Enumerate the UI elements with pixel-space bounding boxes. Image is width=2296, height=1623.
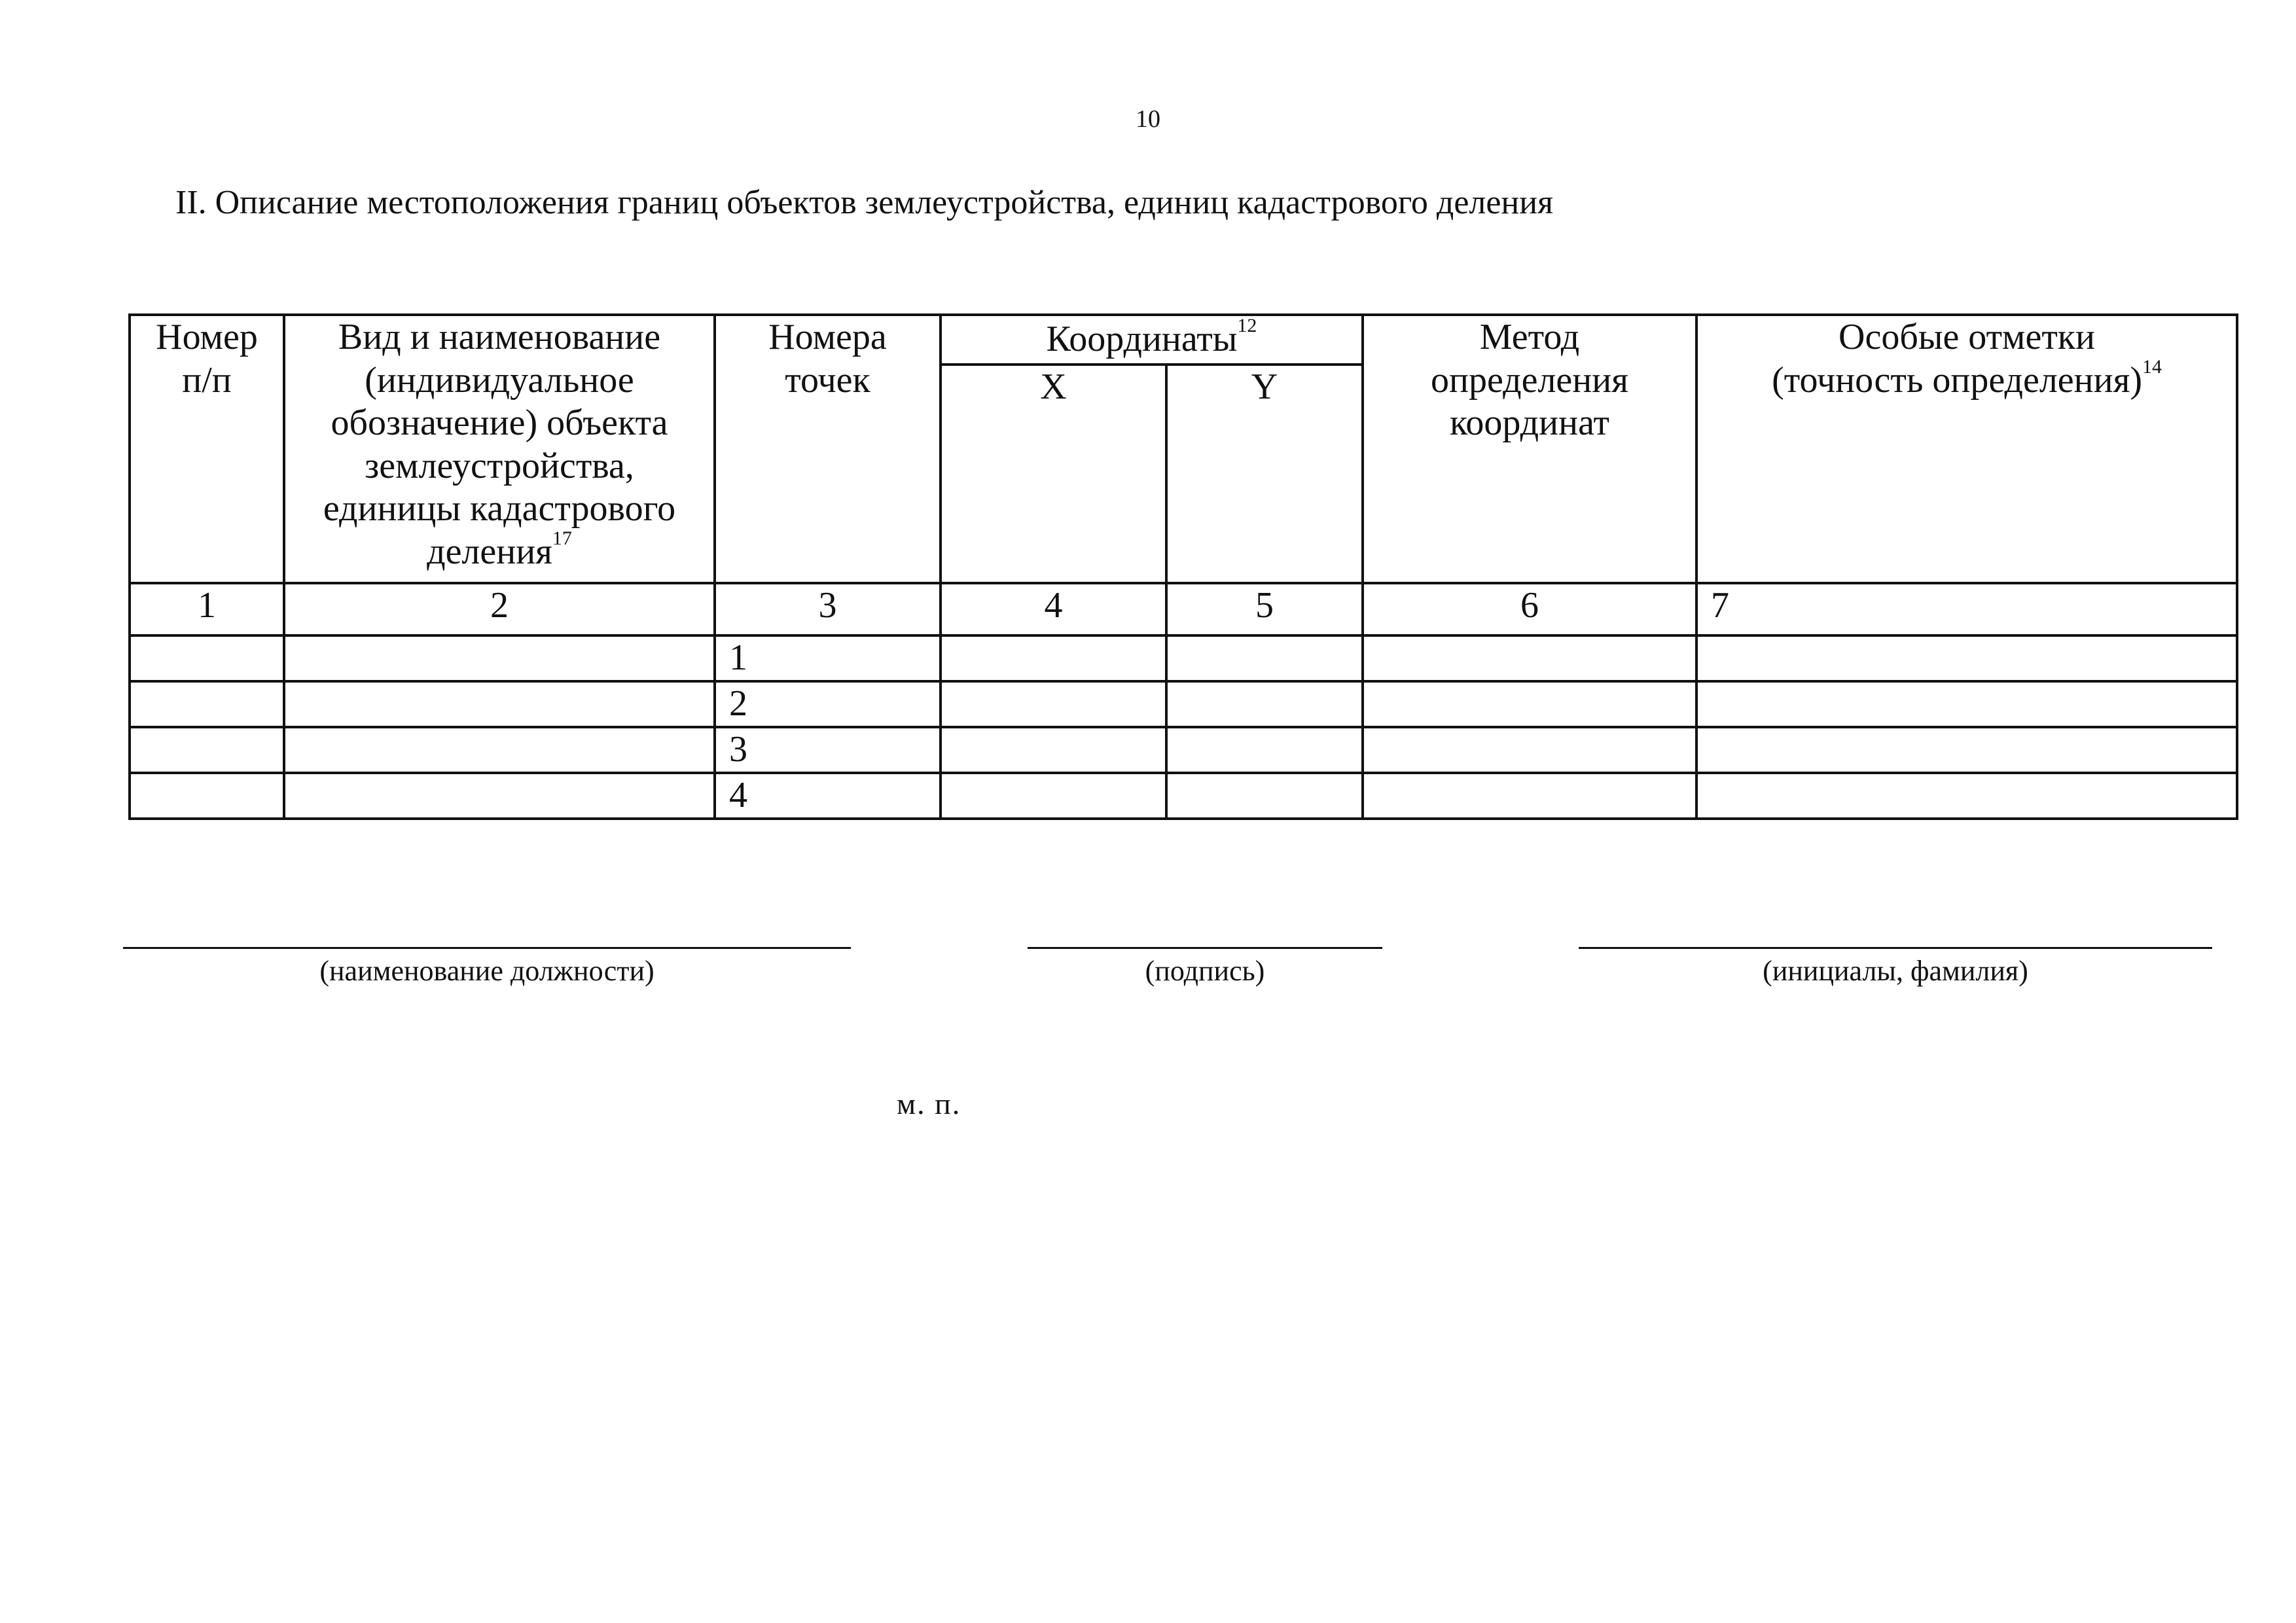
header-special-notes: Особые отметки (точность определения)$^{14}$ [1696, 315, 2237, 583]
column-number: 1 [130, 583, 284, 635]
table-row [130, 727, 2237, 773]
page-number: 10 [1136, 105, 1160, 133]
cell-empty [130, 727, 284, 773]
header-object-name: Вид и наименование (индивидуальное обозначение) объекта землеустройства, единицы кадастрового деления$^{17}$ [284, 315, 715, 583]
cell-method [1363, 681, 1696, 727]
column-number: 5 [1166, 583, 1363, 635]
column-number: 2 [284, 583, 715, 635]
cell-notes [1696, 727, 2237, 773]
cell-empty [130, 635, 284, 681]
cell-empty [130, 681, 284, 727]
cell-y [1166, 773, 1363, 819]
boundary-description-table [128, 313, 2238, 820]
header-y: Y [1166, 365, 1363, 583]
cell-notes [1696, 773, 2237, 819]
cell-empty [284, 635, 715, 681]
cell-empty [284, 681, 715, 727]
cell-method [1363, 727, 1696, 773]
cell-point-number: 1 [715, 635, 941, 681]
header-method: Метод определения координат [1363, 315, 1696, 583]
cell-method [1363, 773, 1696, 819]
cell-x [941, 681, 1166, 727]
cell-x [941, 635, 1166, 681]
cell-point-number: 4 [715, 773, 941, 819]
cell-y [1166, 727, 1363, 773]
cell-y [1166, 635, 1363, 681]
cell-empty [284, 727, 715, 773]
section-title: II. Описание местоположения границ объектов землеустройства, единиц кадастрового деления [175, 184, 1554, 221]
cell-point-number: 2 [715, 681, 941, 727]
name-signature-line [1579, 947, 2212, 949]
header-x: X [941, 365, 1166, 583]
stamp-place: м. п. [897, 1087, 961, 1120]
header-point-numbers: Номера точек [715, 315, 941, 583]
table-row [130, 635, 2237, 681]
name-caption: (инициалы, фамилия) [1763, 955, 2028, 987]
cell-notes [1696, 635, 2237, 681]
footnote-marker: 17 [552, 527, 572, 549]
table-row [130, 681, 2237, 727]
column-number: 7 [1696, 583, 2237, 635]
column-number: 3 [715, 583, 941, 635]
cell-y [1166, 681, 1363, 727]
column-number-row [130, 583, 2237, 635]
position-signature-line [123, 947, 851, 949]
signature-caption: (подпись) [1145, 955, 1265, 987]
cell-x [941, 773, 1166, 819]
cell-empty [284, 773, 715, 819]
footnote-marker: 14 [2142, 355, 2162, 378]
cell-point-number: 3 [715, 727, 941, 773]
cell-method [1363, 635, 1696, 681]
cell-notes [1696, 681, 2237, 727]
position-caption: (наименование должности) [319, 955, 655, 987]
cell-empty [130, 773, 284, 819]
header-row-number: Номер п/п [130, 315, 284, 583]
header-coordinates: Координаты$^{12}$ [941, 315, 1363, 365]
footnote-marker: 12 [1237, 315, 1257, 337]
cell-x [941, 727, 1166, 773]
column-number: 4 [941, 583, 1166, 635]
table-row [130, 773, 2237, 819]
signature-line [1028, 947, 1382, 949]
column-number: 6 [1363, 583, 1696, 635]
